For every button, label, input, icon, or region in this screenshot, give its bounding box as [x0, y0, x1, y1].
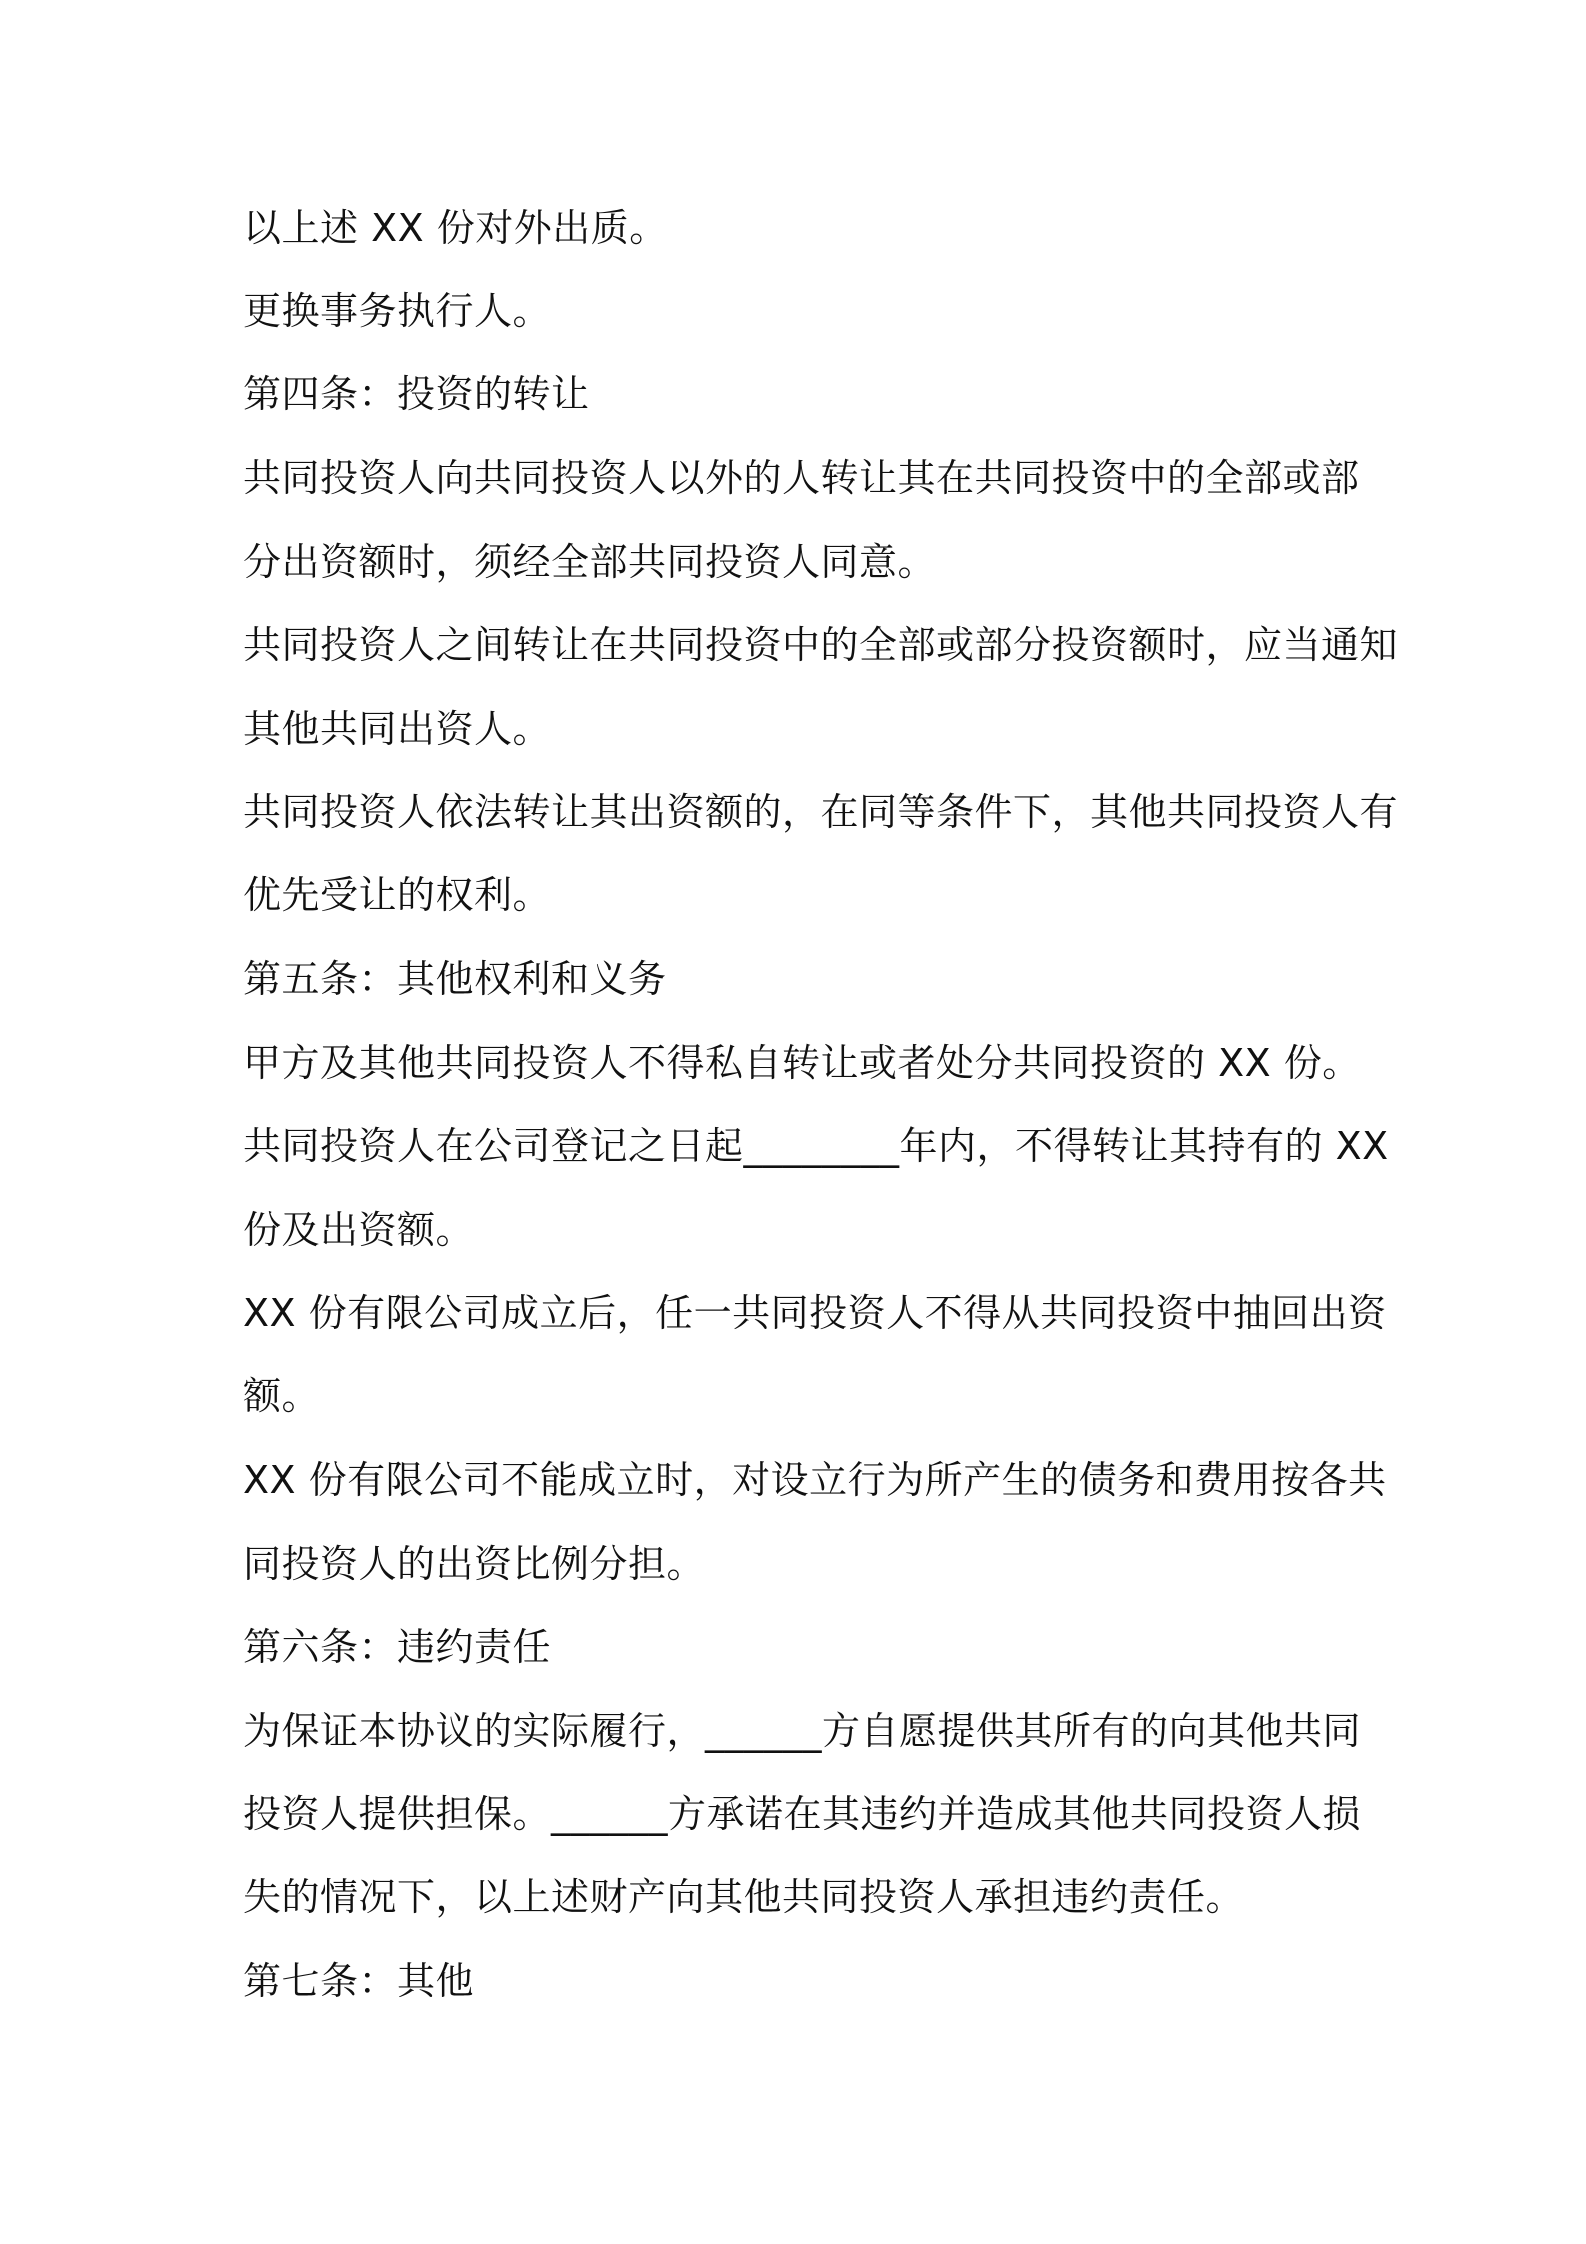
- paragraph-line: 更换事务执行人。: [243, 289, 552, 333]
- paragraph-line: 份及出资额。: [243, 1208, 475, 1252]
- paragraph-line: 共同投资人依法转让其出资额的，在同等条件下，其他共同投资人有: [243, 790, 1399, 834]
- paragraph-line: 甲方及其他共同投资人不得私自转让或者处分共同投资的 XX 份。: [243, 1041, 1361, 1085]
- section-heading-4: 第四条：投资的转让: [243, 372, 590, 416]
- paragraph-line: 为保证本协议的实际履行，______方自愿提供其所有的向其他共同: [243, 1709, 1362, 1753]
- section-heading-6: 第六条：违约责任: [243, 1625, 552, 1669]
- paragraph-line: 以上述 XX 份对外出质。: [243, 206, 668, 250]
- paragraph-line: XX 份有限公司成立后，任一共同投资人不得从共同投资中抽回出资: [243, 1291, 1387, 1335]
- paragraph-line: 投资人提供担保。______方承诺在其违约并造成其他共同投资人损: [243, 1792, 1362, 1836]
- paragraph-line: 共同投资人向共同投资人以外的人转让其在共同投资中的全部或部: [243, 456, 1360, 500]
- paragraph-line: 共同投资人在公司登记之日起________年内，不得转让其持有的 XX: [243, 1124, 1389, 1168]
- paragraph-line: 额。: [243, 1374, 321, 1418]
- paragraph-line: 优先受让的权利。: [243, 873, 552, 917]
- paragraph-line: 分出资额时，须经全部共同投资人同意。: [243, 540, 937, 584]
- paragraph-line: 同投资人的出资比例分担。: [243, 1542, 706, 1586]
- paragraph-line: 失的情况下，以上述财产向其他共同投资人承担违约责任。: [243, 1875, 1245, 1919]
- paragraph-line: 其他共同出资人。: [243, 707, 552, 751]
- section-heading-5: 第五条：其他权利和义务: [243, 957, 667, 1001]
- paragraph-line: XX 份有限公司不能成立时，对设立行为所产生的债务和费用按各共: [243, 1458, 1387, 1502]
- section-heading-7: 第七条：其他: [243, 1959, 475, 2003]
- paragraph-line: 共同投资人之间转让在共同投资中的全部或部分投资额时，应当通知: [243, 623, 1399, 667]
